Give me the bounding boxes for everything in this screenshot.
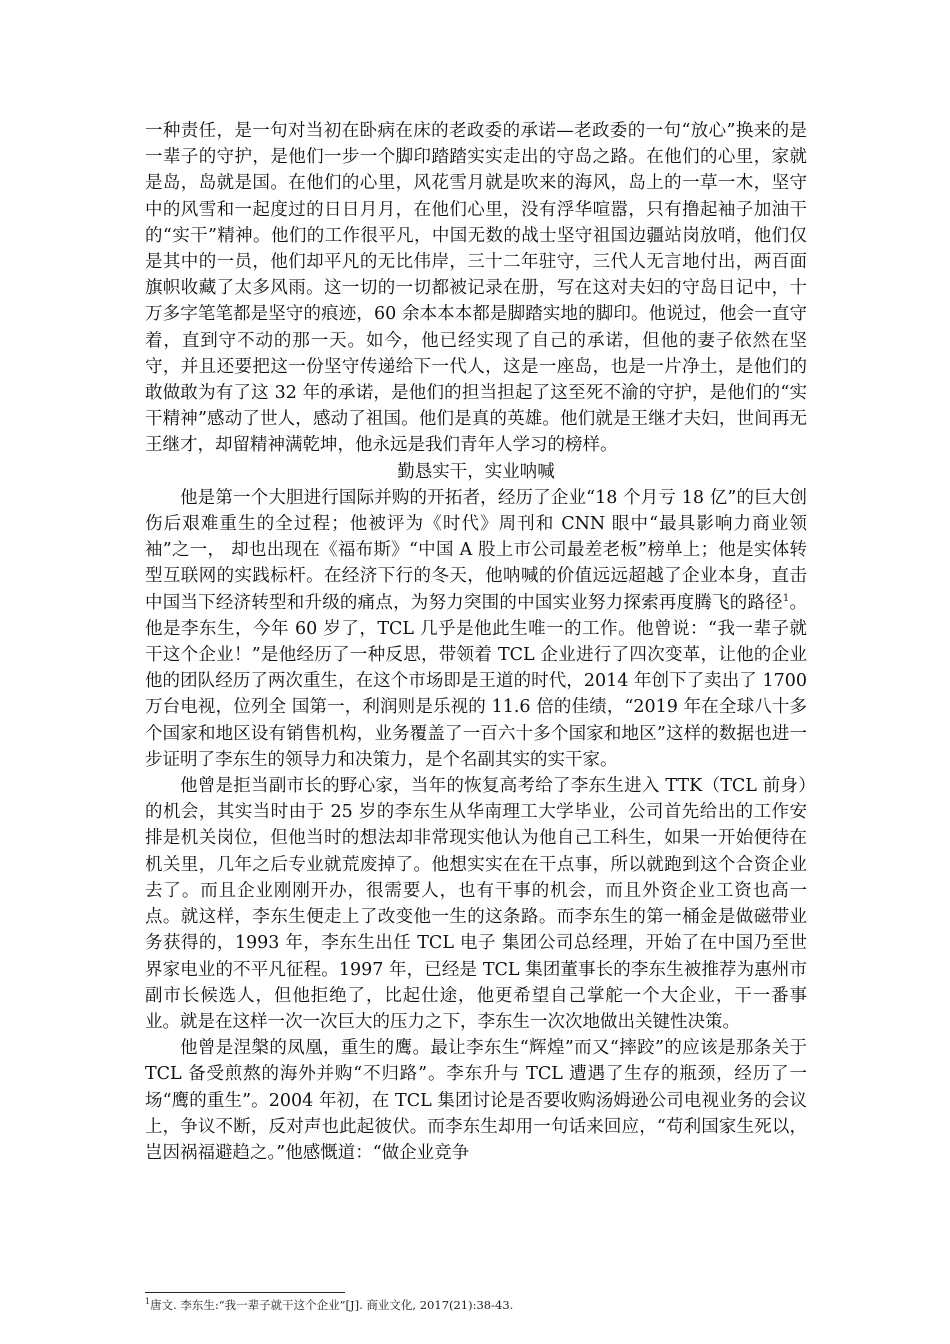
paragraph-continuation: 一种责任，是一句对当初在卧病在床的老政委的承诺—老政委的一句“放心”换来的是一辈子的守护，是他们一步一个脚印踏踏实实走出的守岛之路。在他们的心里，家就是岛，岛就是国。在他们的心里，风花雪月就是吹来的海风，岛上的一草一木，坚守中的风雪和一起度过的日日月月，在他们心里，没有浮华喧嚣，只有撸起袖子加油干的“实干”精神。他们的工作很平凡，中国无数的战士坚守祖国边疆站岗放哨，他们仅是其中的一员，他们却平凡的无比伟岸，三十二年驻守，三代人无言地付出，两百面旗帜收藏了太多风雨。这一切的一切都被记录在册，写在这对夫妇的守岛日记中，十万多字笔笔都是坚守的痕迹，60 余本本本都是脚踏实地的脚印。他说过，他会一直守着，直到守不动的那一天。如今，他已经实现了自己的承诺，但他的妻子依然在坚守，并且还要把这一份坚守传递给下一代人，这是一座岛，也是一片净土，是他们的敢做敢为有了这 32 年的承诺，是他们的担当担起了这至死不渝的守护，是他们的“实干精神”感动了世人，感动了祖国。他们是真的英雄。他们就是王继才夫妇，世间再无王继才，却留精神满乾坤，他永远是我们青年人学习的榜样。	[145, 121, 807, 456]
paragraph-vice-mayor: 他曾是拒当副市长的野心家，当年的恢复高考给了李东生进入 TTK（TCL 前身）的机会，其实当时由于 25 岁的李东生从华南理工大学毕业，公司首先给出的工作安排是机关岗位，但他当时的想法却非常现实他认为他自己工科生，如果一开始便待在机关里，几年之后专业就荒废掉了。他想实实在在干点事，所以就跑到这个合资企业去了。而且企业刚刚开办，很需要人，也有干事的机会，而且外资企业工资也高一点。就这样，李东生便走上了改变他一生的这条路。而李东生的第一桶金是做磁带业务获得的，1993 年，李东生出任 TCL 电子 集团公司总经理，开始了在中国乃至世界家电业的不平凡征程。1997 年，已经是 TCL 集团董事长的李东生被推荐为惠州市副市长候选人，但他拒绝了，比起仕途，他更希望自己掌舵一个大企业，干一番事业。就是在这样一次一次巨大的压力之下，李东生一次次地做出关键性决策。	[145, 776, 807, 1032]
paragraph-text-after-ref: 。他是李东生，今年 60 岁了，TCL 几乎是他此生唯一的工作。他曾说：“我一辈子就干这个企业！”是他经历了一种反思，带领着 TCL 企业进行了四次变革，让他的企业他的团队经历了两次重生，在这个市场即是王道的时代，2014 年创下了卖出了 1700 万台电视，位列全 国第一，利润则是乐视的 11.6 倍的佳绩，“2019 年在全球八十多个国家和地区设有销售机构，业务覆盖了一百六十多个国家和地区”这样的数据也进一步证明了李东生的领导力和决策力，是个名副其实的实干家。	[145, 592, 808, 770]
footnote-divider	[145, 1292, 345, 1293]
footnote-text: 唐文. 李东生:“我一辈子就干这个企业”[J]. 商业文化, 2017(21):38-43.	[150, 1298, 514, 1312]
paragraph-phoenix: 他曾是涅槃的凤凰，重生的鹰。最让李东生“辉煌”而又“摔跤”的应该是那条关于 TCL 备受煎熬的海外并购“不归路”。李东升与 TCL 遭遇了生存的瓶颈，经历了一场“鹰的重生”。2004 年初，在 TCL 集团讨论是否要收购汤姆逊公司电视业务的会议上，争议不断，反对声也此起彼伏。而李东生却用一句话来回应，“苟利国家生死以，岂因祸福避趋之。”他感慨道：“做企业竞争	[145, 1038, 807, 1163]
footnote	[145, 1297, 807, 1313]
document-body	[145, 118, 807, 1166]
footnote-marker: 1	[145, 1297, 151, 1307]
section-heading: 勤恳实干，实业呐喊	[397, 461, 555, 482]
paragraph-text-before-ref: 他是第一个大胆进行国际并购的开拓者，经历了企业“18 个月亏 18 亿”的巨大创伤后艰难重生的全过程；他被评为《时代》周刊和 CNN 眼中“最具影响力商业领袖”之一， 却也出现在《福布斯》“中国 A 股上市公司最差老板”榜单上；他是实体转型互联网的实践标杆。在经济下行的冬天，他呐喊的价值远远超越了企业本身，直击中国当下经济转型和升级的痛点，为努力突围的中国实业努力探索再度腾飞的路径	[145, 487, 807, 613]
footnote-reference[interactable]: 1	[782, 592, 790, 604]
paragraph-li-dongsheng-intro	[145, 485, 807, 773]
